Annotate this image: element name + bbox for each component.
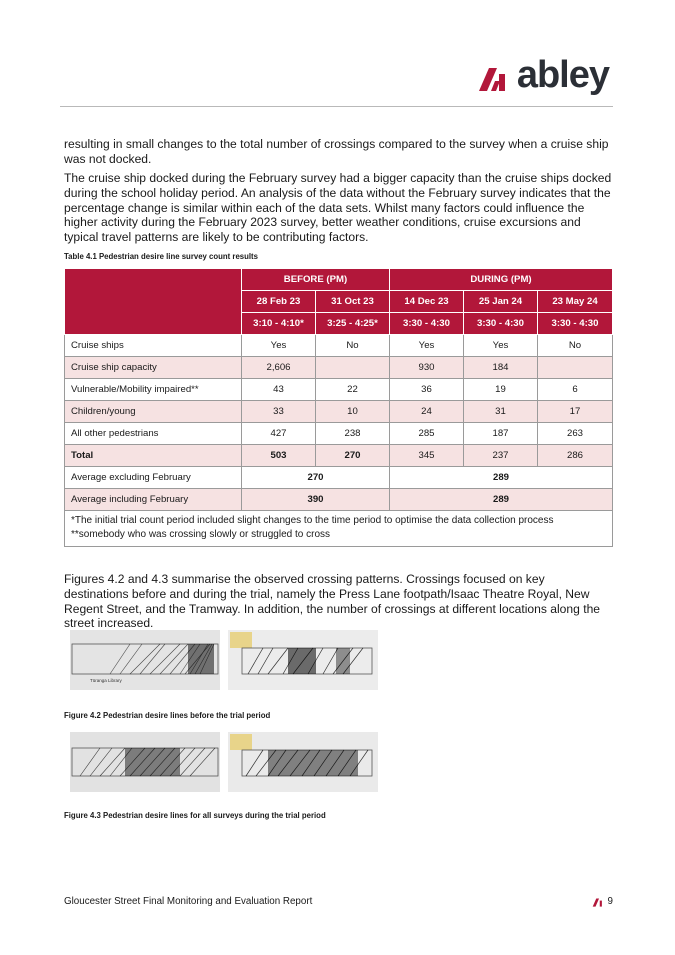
abley-logo	[477, 54, 609, 96]
header-date: 23 May 24	[538, 291, 613, 313]
table-cell: 2,606	[242, 357, 316, 379]
logo-text: abley	[516, 54, 609, 96]
table-cell: 930	[390, 357, 464, 379]
table-cell: 36	[390, 379, 464, 401]
table-cell: Yes	[390, 335, 464, 357]
table-row	[65, 379, 613, 401]
figure-caption: Figure 4.2 Pedestrian desire lines before the trial period	[64, 711, 271, 720]
page-header	[0, 0, 675, 110]
table-cell: 286	[538, 445, 613, 467]
row-label: Vulnerable/Mobility impaired**	[65, 379, 242, 401]
table-cell: 390	[242, 489, 390, 511]
table-cell: 22	[316, 379, 390, 401]
footer-title: Gloucester Street Final Monitoring and Evaluation Report	[64, 896, 313, 907]
table-cell: 33	[242, 401, 316, 423]
table-corner-cell	[65, 269, 242, 335]
table-cell	[316, 357, 390, 379]
table-cell: 289	[390, 467, 613, 489]
desire-lines-map-image	[228, 732, 378, 792]
desire-lines-map-image	[70, 630, 220, 690]
survey-count-table	[64, 268, 613, 547]
table-cell: 31	[464, 401, 538, 423]
desire-lines-map-image	[228, 630, 378, 690]
table-cell: 10	[316, 401, 390, 423]
table-note: *The initial trial count period included slight changes to the time period to optimise the data collection process	[71, 515, 554, 526]
table-row	[65, 335, 613, 357]
header-date: 28 Feb 23	[242, 291, 316, 313]
paragraph-2: The cruise ship docked during the February survey had a bigger capacity than the cruise ships docked during the school holiday period. An analysis of the data without the February survey indicates that the percentage change is similar within each of the data sets. Whilst many factors could influence the higher activity during the February 2023 survey, better weather conditions, cruise excursions and typical travel patterns are likely to be contributing factors.	[64, 171, 612, 245]
row-label: All other pedestrians	[65, 423, 242, 445]
header-before: BEFORE (PM)	[242, 269, 390, 291]
table-row	[65, 357, 613, 379]
paragraph-3: Figures 4.2 and 4.3 summarise the observed crossing patterns. Crossings focused on key destinations before and during the trial, namely the Press Lane footpath/Isaac Theatre Royal, New Regent Street, and the Tramway. In addition, the number of crossings at different locations along the street increased.	[64, 572, 601, 631]
table-cell: 19	[464, 379, 538, 401]
table-cell: 345	[390, 445, 464, 467]
table-cell: 270	[242, 467, 390, 489]
header-date: 14 Dec 23	[390, 291, 464, 313]
row-label: Total	[65, 445, 242, 467]
map-label: Tūranga Library	[90, 678, 122, 683]
table-caption: Table 4.1 Pedestrian desire line survey count results	[64, 252, 258, 261]
page-number: 9	[607, 896, 613, 907]
figure-desire-lines-during-left	[70, 732, 220, 792]
figure-desire-lines-before-left	[70, 630, 220, 690]
header-time: 3:30 - 4:30	[538, 313, 613, 335]
table-cell: 43	[242, 379, 316, 401]
page-footer	[64, 896, 613, 907]
table-cell: Yes	[464, 335, 538, 357]
table-row-total	[65, 445, 613, 467]
figure-desire-lines-before-right	[228, 630, 378, 690]
paragraph-1: resulting in small changes to the total number of crossings compared to the survey when a cruise ship was not docked.	[64, 137, 609, 166]
table-cell: 285	[390, 423, 464, 445]
table-cell: 427	[242, 423, 316, 445]
table-cell: 184	[464, 357, 538, 379]
header-date: 31 Oct 23	[316, 291, 390, 313]
desire-lines-map-image	[70, 732, 220, 792]
footer-page	[592, 896, 613, 907]
header-time: 3:30 - 4:30	[464, 313, 538, 335]
table-cell: 263	[538, 423, 613, 445]
table-cell: 237	[464, 445, 538, 467]
table-cell: Yes	[242, 335, 316, 357]
abley-mini-logo-icon	[592, 897, 604, 907]
row-label: Cruise ships	[65, 335, 242, 357]
table-cell: 6	[538, 379, 613, 401]
table-note: **somebody who was crossing slowly or struggled to cross	[71, 529, 330, 540]
row-label: Cruise ship capacity	[65, 357, 242, 379]
row-label: Children/young	[65, 401, 242, 423]
table-row-average	[65, 489, 613, 511]
table-cell: 289	[390, 489, 613, 511]
row-label: Average including February	[65, 489, 242, 511]
table-row	[65, 401, 613, 423]
table-cell: 24	[390, 401, 464, 423]
header-time: 3:10 - 4:10*	[242, 313, 316, 335]
figure-caption: Figure 4.3 Pedestrian desire lines for all surveys during the trial period	[64, 811, 326, 820]
table-row	[65, 423, 613, 445]
header-time: 3:30 - 4:30	[390, 313, 464, 335]
table-row-average	[65, 467, 613, 489]
table-cell: 238	[316, 423, 390, 445]
header-time: 3:25 - 4:25*	[316, 313, 390, 335]
header-date: 25 Jan 24	[464, 291, 538, 313]
table-notes	[65, 511, 613, 547]
table-cell: 270	[316, 445, 390, 467]
figure-desire-lines-during-right	[228, 732, 378, 792]
table-cell	[538, 357, 613, 379]
table-cell: No	[316, 335, 390, 357]
abley-logo-mark-icon	[477, 64, 511, 92]
table-notes-row	[65, 511, 613, 547]
table-cell: 187	[464, 423, 538, 445]
table-header-group-row	[65, 269, 613, 291]
table-cell: 503	[242, 445, 316, 467]
row-label: Average excluding February	[65, 467, 242, 489]
table-cell: 17	[538, 401, 613, 423]
header-during: DURING (PM)	[390, 269, 613, 291]
table-cell: No	[538, 335, 613, 357]
header-divider	[60, 106, 613, 107]
